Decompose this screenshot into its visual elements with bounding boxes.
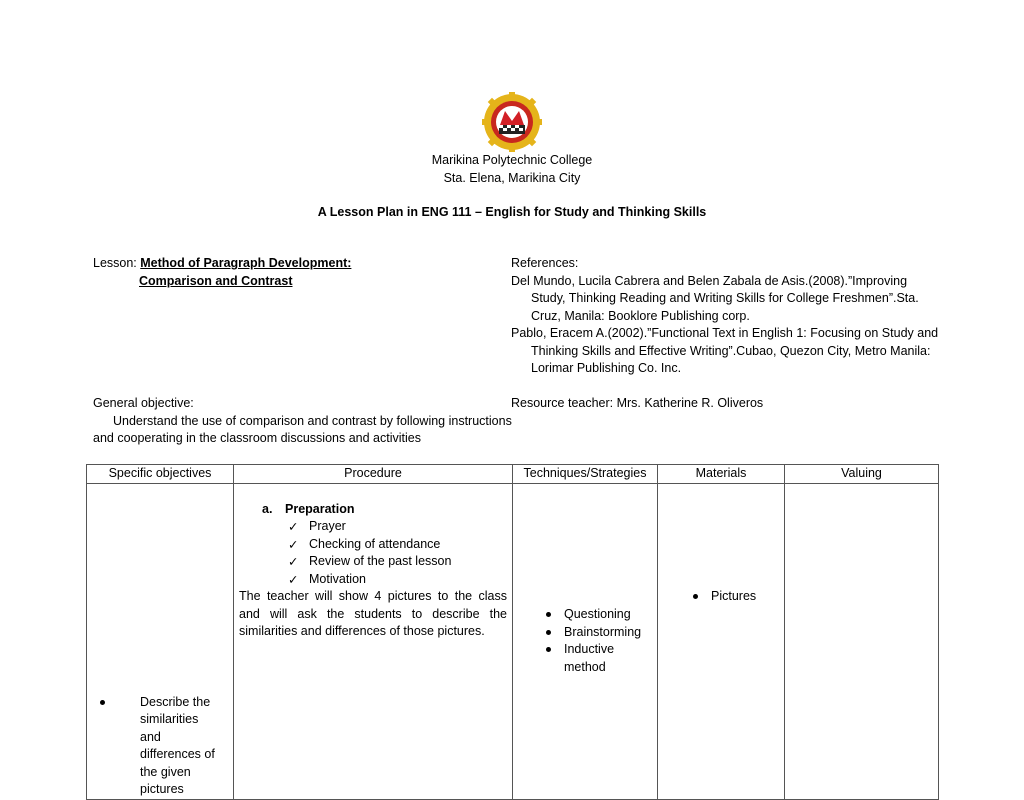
- check-icon: ✓: [288, 554, 299, 569]
- section-title: Preparation: [285, 501, 355, 516]
- table-row: [87, 483, 939, 799]
- lesson-block: [93, 255, 493, 290]
- materials-cell: [658, 483, 785, 799]
- checklist-item: ✓ Checking of attendance: [288, 536, 441, 552]
- material-item: Pictures: [685, 588, 779, 606]
- technique-item: Inductive method: [538, 641, 652, 676]
- header-procedure: Procedure: [234, 465, 513, 484]
- procedure-cell: [234, 483, 513, 799]
- college-address: Sta. Elena, Marikina City: [443, 171, 581, 185]
- header-specific-objectives: Specific objectives: [87, 465, 234, 484]
- college-seal-logo: [482, 92, 542, 152]
- valuing-cell: [785, 483, 939, 799]
- references-block: [511, 255, 941, 378]
- college-name: Marikina Polytechnic College: [431, 153, 593, 167]
- reference-item: Pablo, Eracem A.(2002).”Functional Text in English 1: Focusing on Study and Thinking Skills and Effective Writing”.Cubao, Quezon City, Metro Manila: Lorimar Publishing Co. Inc.: [511, 326, 939, 375]
- procedure-checklist: [239, 518, 507, 588]
- resource-teacher: Resource teacher: Mrs. Katherine R. Oliveros: [511, 396, 764, 410]
- check-icon: ✓: [288, 571, 299, 587]
- specific-objectives-cell: [87, 483, 234, 799]
- checklist-item: ✓ Motivation: [288, 571, 366, 587]
- general-objective-text: Understand the use of comparison and contrast by following instructions and cooperating in the classroom discussions and activities: [93, 413, 512, 445]
- seal-checkerboard: [499, 125, 525, 134]
- header-valuing: Valuing: [785, 465, 939, 484]
- lesson-title-line1: Method of Paragraph Development:: [140, 256, 352, 270]
- lesson-title-line2: Comparison and Contrast: [139, 273, 293, 288]
- specific-objective-item: Describe the similarities and differences of the given pictures: [92, 694, 222, 799]
- technique-item: Questioning: [538, 606, 652, 624]
- header-materials: Materials: [658, 465, 785, 484]
- section-label: a.: [262, 501, 273, 516]
- techniques-cell: [513, 483, 658, 799]
- procedure-text: The teacher will show 4 pictures to the class and will ask the students to describe the similarities and differences of those pictures.: [239, 589, 507, 638]
- lesson-plan-title: A Lesson Plan in ENG 111 – English for Study and Thinking Skills: [317, 205, 707, 219]
- lesson-label: Lesson:: [93, 256, 137, 270]
- technique-item: Brainstorming: [538, 624, 652, 642]
- table-header-row: [87, 465, 939, 484]
- references-label: References:: [511, 256, 579, 270]
- reference-item: Del Mundo, Lucila Cabrera and Belen Zabala de Asis.(2008).”Improving Study, Thinking Reading and Writing Skills for College Freshmen”.Sta. Cruz, Manila: Booklore Publishing corp.: [511, 273, 919, 323]
- checklist-item: ✓ Prayer: [288, 519, 346, 534]
- check-icon: ✓: [288, 536, 299, 552]
- checklist-item: ✓ Review of the past lesson: [288, 554, 452, 569]
- general-objective-label: General objective:: [93, 396, 194, 410]
- procedure-section-heading: [239, 501, 507, 519]
- lesson-plan-table: [86, 464, 939, 800]
- general-objective-block: [93, 395, 513, 448]
- header-techniques: Techniques/Strategies: [513, 465, 658, 484]
- check-icon: ✓: [288, 519, 299, 534]
